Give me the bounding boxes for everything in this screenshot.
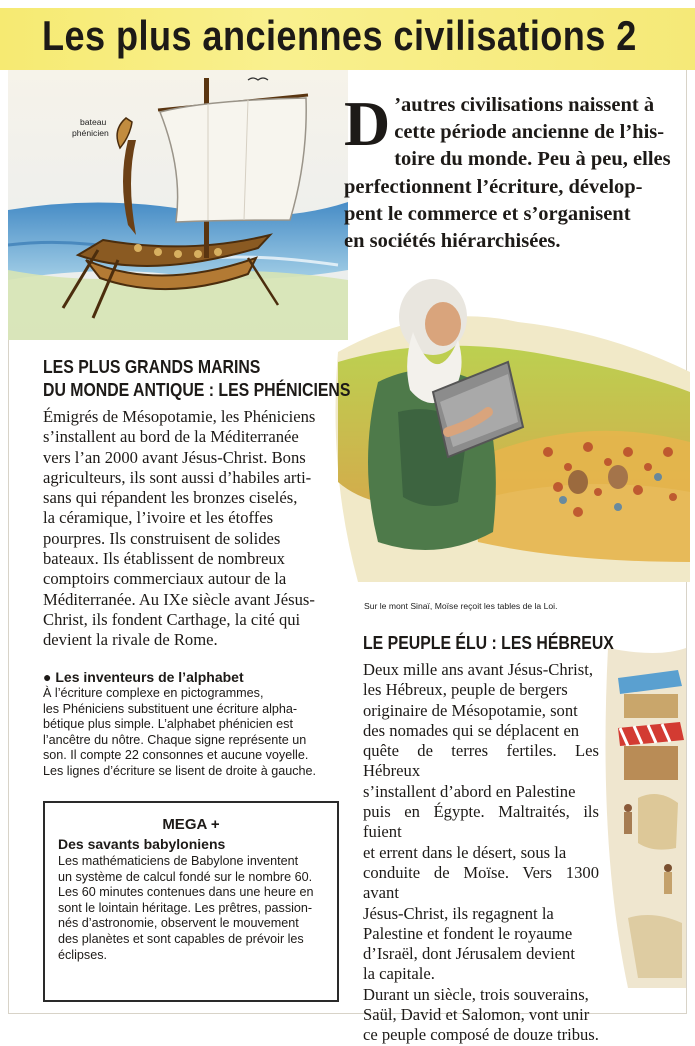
- phoenicians-line: bateaux. Ils établissent de nombreux: [43, 549, 285, 569]
- hebrews-line: et errent dans le désert, sous la: [363, 842, 567, 862]
- phoenicians-line: Christ, ils fondent Carthage, la cité qui: [43, 609, 301, 629]
- phoenicians-heading-line2: DU MONDE ANTIQUE : LES PHÉNICIENS: [43, 380, 351, 400]
- hebrews-line: Jésus-Christ, ils regagnent la: [363, 903, 554, 923]
- intro-line: ’autres civilisations naissent à: [394, 94, 655, 116]
- phoenicians-line: devient la rivale de Rome.: [43, 630, 218, 650]
- hebrews-line: quête de terres fertiles. Les Hébreux: [363, 741, 599, 781]
- intro-line: cette période ancienne de l’his-: [394, 121, 665, 144]
- hebrews-line: Saül, David et Salomon, vont unir: [363, 1005, 590, 1025]
- hebrews-line: Deux mille ans avant Jésus-Christ,: [363, 660, 593, 679]
- hebrews-paragraph: [363, 660, 599, 1046]
- alphabet-line: l’ancêtre du nôtre. Chaque signe représente un: [43, 732, 307, 747]
- market-illustration: [598, 648, 686, 988]
- alphabet-line: À l’écriture complexe en pictogrammes,: [43, 686, 264, 700]
- hebrews-line: la capitale.: [363, 964, 435, 984]
- phoenicians-paragraph: [43, 407, 341, 651]
- mega-line: nés d’astronomie, observent le mouvement: [58, 916, 299, 931]
- hebrews-line: originaire de Mésopotamie, sont: [363, 700, 578, 720]
- phoenicians-line: sans qui répandent les bronzes ciselés,: [43, 488, 298, 508]
- phoenicians-line: comptoirs commerciaux autour de la: [43, 569, 287, 589]
- intro-line: perfectionnent l’écriture, dévelop-: [344, 175, 643, 198]
- phoenicians-line: Émigrés de Mésopotamie, les Phéniciens: [43, 407, 316, 426]
- mega-line: Les 60 minutes contenues dans une heure en: [58, 885, 314, 900]
- hebrews-line: Durant un siècle, trois souverains,: [363, 984, 589, 1004]
- alphabet-line: Les lignes d’écriture se lisent de droite à gauche.: [43, 763, 317, 778]
- hebrews-line: d’Israël, dont Jérusalem devient: [363, 944, 575, 964]
- intro-dropcap: D: [344, 88, 391, 159]
- hebrews-line: les Hébreux, peuple de bergers: [363, 680, 568, 700]
- hebrews-line: ce peuple composé de douze tribus.: [363, 1025, 599, 1045]
- hebrews-line: des nomades qui se déplacent en: [363, 720, 580, 740]
- hebrews-heading: LE PEUPLE ÉLU : LES HÉBREUX: [363, 633, 614, 653]
- ship-caption-line2: phénicien: [72, 128, 109, 138]
- alphabet-block: [43, 669, 343, 780]
- phoenicians-heading-line1: LES PLUS GRANDS MARINS: [43, 357, 261, 377]
- mega-line: sont le lointain héritage. Les prêtres, passion-: [58, 900, 313, 915]
- phoenician-ship-illustration: [8, 70, 348, 340]
- mega-line: Les mathématiciens de Babylone inventent: [58, 854, 299, 868]
- phoenicians-line: Méditerranée. Au IXe siècle avant Jésus-: [43, 589, 315, 609]
- moses-caption: Sur le mont Sinaï, Moïse reçoit les tables de la Loi.: [364, 601, 558, 611]
- phoenicians-line: vers l’an 2000 avant Jésus-Christ. Bons: [43, 447, 306, 467]
- phoenicians-line: pourpres. Ils construisent de solides: [43, 528, 281, 548]
- phoenicians-line: s’installent au bord de la Méditerranée: [43, 427, 299, 447]
- intro-paragraph: [344, 88, 682, 255]
- mega-line: éclipses.: [58, 947, 107, 962]
- mega-box: [43, 801, 339, 1002]
- page-title: Les plus anciennes civilisations 2: [42, 12, 637, 59]
- mega-body: [58, 854, 325, 963]
- alphabet-heading: Les inventeurs de l’alphabet: [55, 669, 244, 685]
- hebrews-line: conduite de Moïse. Vers 1300 avant: [363, 862, 599, 903]
- alphabet-line: les Phéniciens substituent une écriture alpha-: [43, 701, 298, 716]
- ship-caption-line1: bateau: [80, 117, 107, 127]
- alphabet-heading-row: [43, 669, 343, 686]
- intro-line: pent le commerce et s’organisent: [344, 202, 631, 225]
- mega-line: un système de calcul fondé sur le nombre 60.: [58, 869, 313, 884]
- bullet-icon: ●: [43, 669, 52, 685]
- intro-line: en sociétés hiérarchisées.: [344, 230, 561, 253]
- mega-heading: Des savants babyloniens: [58, 836, 226, 852]
- hebrews-line: s’installent d’abord en Palestine: [363, 781, 576, 801]
- intro-line: toire du monde. Peu à peu, elles: [394, 148, 671, 171]
- mega-label: MEGA +: [162, 816, 220, 833]
- mega-line: des planètes et sont capables de prévoir les: [58, 931, 304, 946]
- hebrews-line: Palestine et fondent le royaume: [363, 923, 573, 943]
- alphabet-line: bétique plus simple. L’alphabet phénicien est: [43, 717, 293, 732]
- phoenicians-line: agriculteurs, ils sont aussi d’habiles arti-: [43, 467, 312, 487]
- hebrews-line: puis en Égypte. Maltraités, ils fuient: [363, 802, 599, 842]
- phoenicians-line: la céramique, l’ivoire et les étoffes: [43, 508, 274, 528]
- alphabet-line: son. Il compte 22 consonnes et aucune voyelle.: [43, 748, 309, 763]
- moses-illustration: [318, 262, 690, 582]
